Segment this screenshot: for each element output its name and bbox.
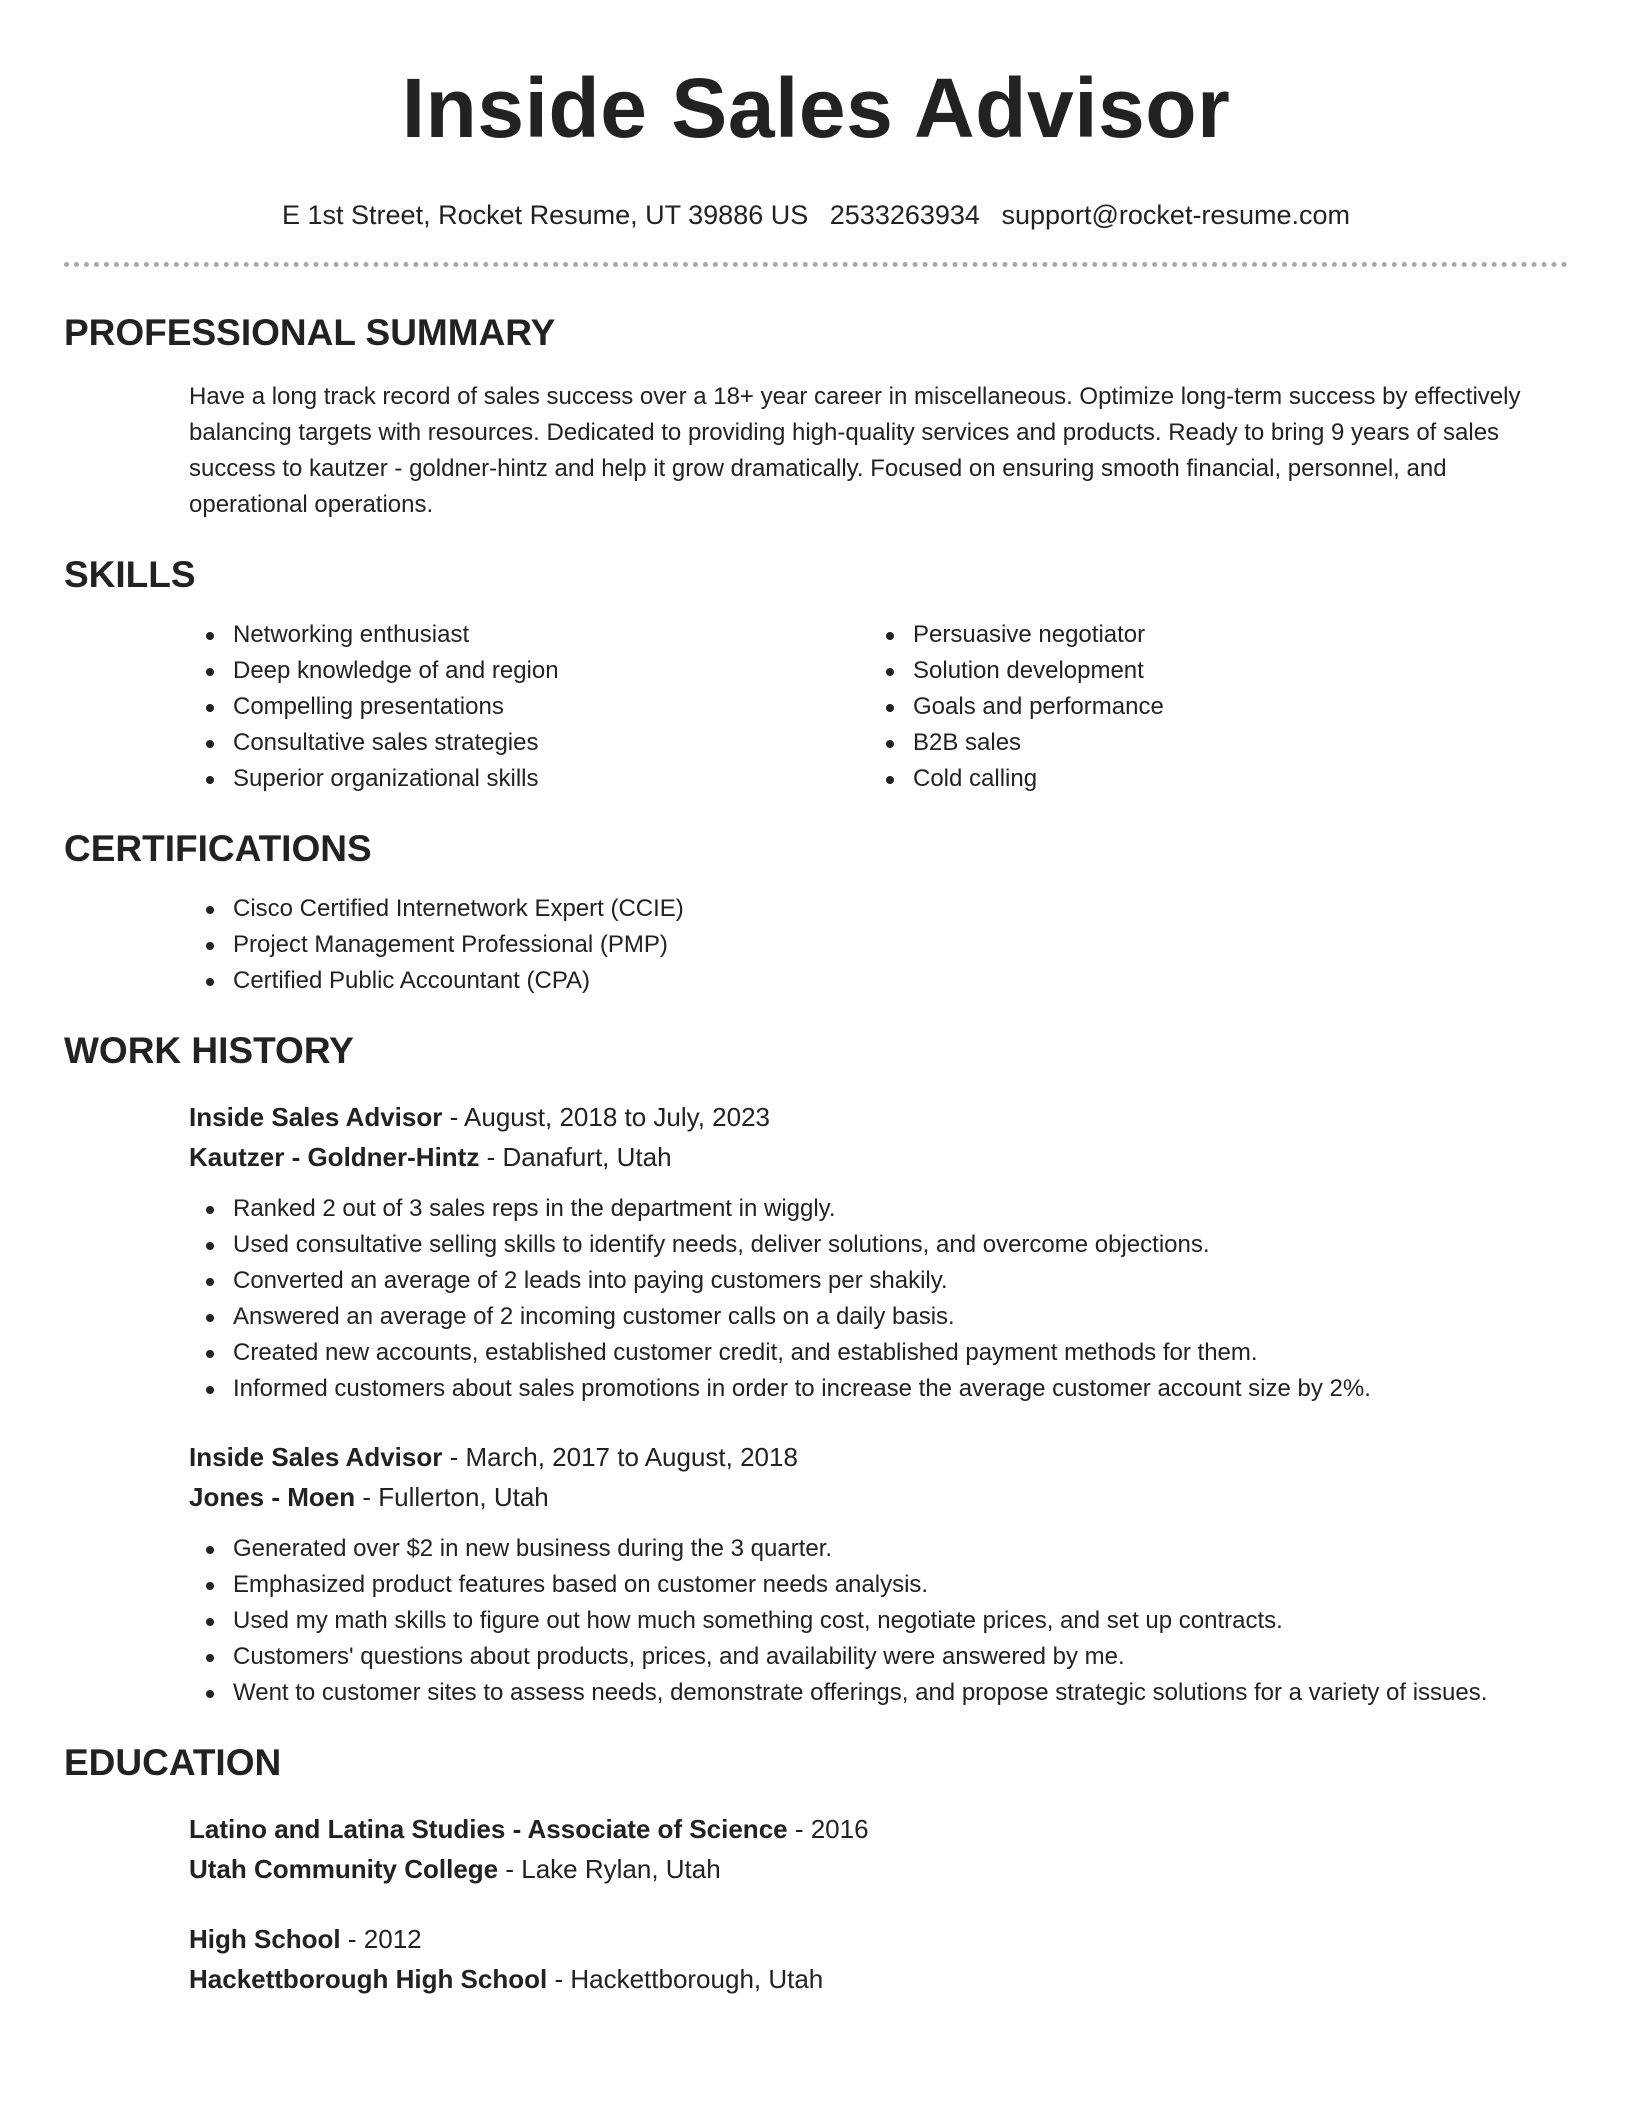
job-duty-item: Emphasized product features based on customer needs analysis.: [233, 1567, 1568, 1603]
skill-item: Solution development: [913, 653, 1549, 689]
job-role: Inside Sales Advisor: [189, 1442, 443, 1472]
education-location: - Hackettborough, Utah: [547, 1964, 824, 1994]
job-duty-item: Generated over $2 in new business during the 3 quarter.: [233, 1531, 1568, 1567]
summary-text: Have a long track record of sales success over a 18+ year career in miscellaneous. Optimize long-term success by effectively balancing targets with resources. Dedicated to providing high-quality services and products. Ready to bring 9 years of sales success to kautzer - goldner-hintz and help it grow dramatically. Focused on ensuring smooth financial, personnel, and operational operations.: [189, 383, 1521, 518]
skill-item: Cold calling: [913, 761, 1549, 797]
job-duty-item: Answered an average of 2 incoming customer calls on a daily basis.: [233, 1299, 1568, 1335]
education-location: - Lake Rylan, Utah: [498, 1854, 721, 1884]
education-degree-line: [189, 1919, 1568, 1959]
resume-name: Inside Sales Advisor: [401, 61, 1231, 155]
job-duty-item: Created new accounts, established customer credit, and established payment methods for them.: [233, 1335, 1568, 1371]
certifications-title: CERTIFICATIONS: [64, 828, 372, 869]
job-company: Kautzer - Goldner-Hintz: [189, 1142, 480, 1172]
contact-line: [64, 198, 1568, 232]
job-location: - Danafurt, Utah: [479, 1142, 672, 1172]
summary-section: [64, 311, 1568, 523]
education-school-line: [189, 1959, 1568, 1999]
certification-item: Project Management Professional (PMP): [233, 927, 1568, 963]
contact-phone: 2533263934: [829, 200, 980, 230]
job-duties-list: [189, 1191, 1568, 1407]
education-school: Utah Community College: [189, 1854, 499, 1884]
certifications-list: [189, 891, 1568, 999]
skills-section: [64, 553, 1568, 797]
skills-list-right: [869, 617, 1549, 797]
job-duty-item: Converted an average of 2 leads into paying customers per shakily.: [233, 1263, 1568, 1299]
education-degree: High School: [189, 1924, 341, 1954]
certification-item: Certified Public Accountant (CPA): [233, 963, 1568, 999]
skill-item: Compelling presentations: [233, 689, 869, 725]
job-entry: [189, 1437, 1568, 1711]
job-duties-list: [189, 1531, 1568, 1711]
education-degree: Latino and Latina Studies - Associate of Science: [189, 1814, 788, 1844]
work-history-title: WORK HISTORY: [64, 1030, 354, 1071]
header-divider: [64, 262, 1568, 267]
work-history-section: [64, 1029, 1568, 1711]
job-role: Inside Sales Advisor: [189, 1102, 443, 1132]
certification-item: Cisco Certified Internetwork Expert (CCIE): [233, 891, 1568, 927]
job-role-line: [189, 1437, 1568, 1477]
education-year: - 2012: [340, 1924, 422, 1954]
skill-item: Persuasive negotiator: [913, 617, 1549, 653]
education-entry: [189, 1809, 1568, 1889]
job-duty-item: Customers' questions about products, prices, and availability were answered by me.: [233, 1639, 1568, 1675]
job-dates: - March, 2017 to August, 2018: [442, 1442, 798, 1472]
job-entry: [189, 1097, 1568, 1407]
skill-item: Goals and performance: [913, 689, 1549, 725]
job-role-line: [189, 1097, 1568, 1137]
job-company-line: [189, 1477, 1568, 1517]
skill-item: B2B sales: [913, 725, 1549, 761]
job-dates: - August, 2018 to July, 2023: [442, 1102, 771, 1132]
skills-title: SKILLS: [64, 554, 196, 595]
job-duty-item: Ranked 2 out of 3 sales reps in the department in wiggly.: [233, 1191, 1568, 1227]
job-duty-item: Informed customers about sales promotions in order to increase the average customer account size by 2%.: [233, 1371, 1568, 1407]
job-duty-item: Used my math skills to figure out how much something cost, negotiate prices, and set up contracts.: [233, 1603, 1568, 1639]
education-year: - 2016: [787, 1814, 869, 1844]
education-section: [64, 1741, 1568, 1999]
job-location: - Fullerton, Utah: [355, 1482, 549, 1512]
skills-column-right: [869, 617, 1549, 797]
certifications-section: [64, 827, 1568, 999]
education-title: EDUCATION: [64, 1742, 282, 1783]
education-school-line: [189, 1849, 1568, 1889]
job-company-line: [189, 1137, 1568, 1177]
contact-email: support@rocket-resume.com: [1001, 200, 1350, 230]
skill-item: Superior organizational skills: [233, 761, 869, 797]
job-duty-item: Went to customer sites to assess needs, demonstrate offerings, and propose strategic solutions for a variety of issues.: [233, 1675, 1568, 1711]
skills-column-left: [189, 617, 869, 797]
skill-item: Deep knowledge of and region: [233, 653, 869, 689]
skills-list-left: [189, 617, 869, 797]
skill-item: Consultative sales strategies: [233, 725, 869, 761]
skills-columns: [189, 617, 1568, 797]
education-school: Hackettborough High School: [189, 1964, 548, 1994]
education-degree-line: [189, 1809, 1568, 1849]
contact-address: E 1st Street, Rocket Resume, UT 39886 US: [282, 200, 809, 230]
job-company: Jones - Moen: [189, 1482, 356, 1512]
skill-item: Networking enthusiast: [233, 617, 869, 653]
job-duty-item: Used consultative selling skills to identify needs, deliver solutions, and overcome objections.: [233, 1227, 1568, 1263]
summary-title: PROFESSIONAL SUMMARY: [64, 312, 556, 353]
education-entry: [189, 1919, 1568, 1999]
certifications-list-wrap: [189, 891, 1568, 999]
